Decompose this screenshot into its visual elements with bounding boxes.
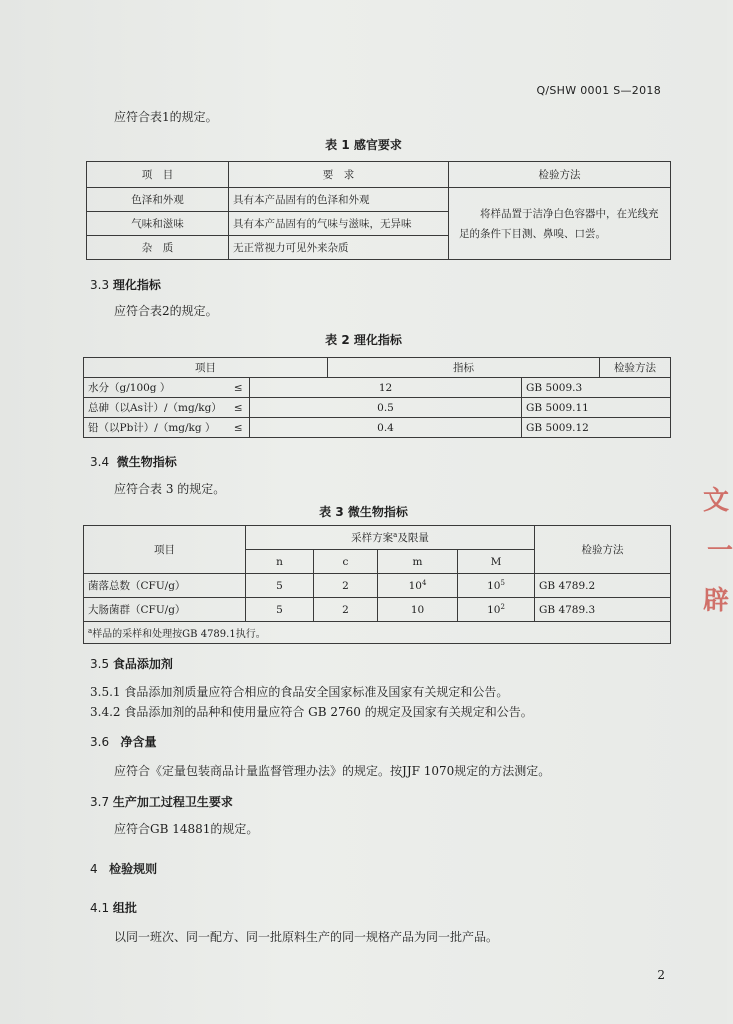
table1-header-method: 检验方法 [449, 162, 671, 188]
table2-header-method: 检验方法 [600, 358, 671, 378]
table3-row2-M-base: 10 [487, 603, 501, 616]
table3-row1-M [458, 574, 535, 598]
table3-subheader-n: n [246, 550, 314, 574]
table1-header-item: 项 目 [87, 162, 229, 188]
table2-row2-method: GB 5009.11 [522, 398, 671, 418]
table1-row3-requirement: 无正常视力可见外来杂质 [229, 236, 449, 260]
document-code: Q/SHW 0001 S—2018 [536, 84, 661, 97]
table3-header-plan-tail: 及限量 [397, 532, 429, 544]
section-3-3-title: 理化指标 [112, 278, 161, 292]
section-3-6-heading [90, 733, 157, 750]
table3-row2-M [458, 598, 535, 622]
table3-row [84, 574, 671, 598]
table3-row [84, 598, 671, 622]
section-3-5-2-text: 3.4.2 食品添加剂的品种和使用量应符合 GB 2760 的规定及国家有关规定和公告。 [90, 705, 533, 719]
table3-row1-method: GB 4789.2 [535, 574, 671, 598]
section-3-6-number: 3.6 [90, 735, 110, 749]
table2-row1-item: 水分（g/100g ） [84, 378, 228, 398]
table3-header-plan [246, 526, 535, 550]
table1-method-cell [449, 188, 671, 260]
table3-row2-m-base: 10 [410, 603, 425, 616]
section-3-5-1-text: 3.5.1 食品添加剂质量应符合相应的食品安全国家标准及国家有关规定和公告。 [90, 685, 509, 699]
section-3-3-heading [90, 276, 161, 293]
seal-char-1: 文 [703, 486, 730, 516]
table2-row3-value: 0.4 [250, 418, 522, 438]
table2-row3-item: 铅（以Pb计）/（mg/kg ） [84, 418, 228, 438]
table1-method-line2: 足的条件下目测、鼻嗅、口尝。 [459, 227, 606, 240]
table3-row1-c: 2 [314, 574, 378, 598]
table1-header-requirement: 要 求 [229, 162, 449, 188]
table2 [83, 357, 671, 378]
table3-caption: 表 3 微生物指标 [319, 505, 408, 519]
table2-row1-value: 12 [250, 378, 522, 398]
table2-row1-op: ≤ [228, 378, 250, 398]
table3-row1-m-base: 10 [408, 579, 422, 592]
section-4-1-title: 组批 [112, 901, 137, 915]
section-3-7-text: 应符合GB 14881的规定。 [114, 822, 259, 836]
table3-row1-n: 5 [246, 574, 314, 598]
table2-row3-op: ≤ [228, 418, 250, 438]
seal-char-3: 辟 [703, 586, 730, 616]
table3-row2-m [378, 598, 458, 622]
table2-row2-value: 0.5 [250, 398, 522, 418]
table3-header-method: 检验方法 [535, 526, 671, 574]
section-3-4-heading [90, 453, 177, 470]
section-3-3-text: 应符合表2的规定。 [114, 304, 218, 318]
table3-subheader-m: m [378, 550, 458, 574]
section-4-heading [90, 860, 157, 877]
table3-row2-item: 大肠菌群（CFU/g） [84, 598, 246, 622]
table3-row1-item: 菌落总数（CFU/g） [84, 574, 246, 598]
table2-row2-item: 总砷（以As计）/（mg/kg） [84, 398, 228, 418]
table2-body [83, 377, 671, 438]
table2-header-value: 指标 [328, 358, 600, 378]
section-4-title: 检验规则 [109, 862, 158, 876]
section-4-1-heading [90, 899, 137, 916]
intro-text: 应符合表1的规定。 [114, 110, 218, 124]
table3-footnote-text: 样品的采样和处理按GB 4789.1执行。 [92, 629, 266, 640]
section-4-number: 4 [90, 862, 98, 876]
table1-row2-item: 气味和滋味 [87, 212, 229, 236]
section-3-4-text: 应符合表 3 的规定。 [114, 482, 226, 496]
table3-header-plan-sup: a [393, 531, 398, 539]
section-3-5-title: 食品添加剂 [112, 657, 173, 671]
table1-row1-requirement: 具有本产品固有的色泽和外观 [229, 188, 449, 212]
section-3-4-number: 3.4 [90, 455, 110, 469]
table3-row2-method: GB 4789.3 [535, 598, 671, 622]
table3-subheader-c: c [314, 550, 378, 574]
section-3-7-title: 生产加工过程卫生要求 [112, 795, 233, 809]
official-seal [697, 470, 733, 660]
table2-row1-method: GB 5009.3 [522, 378, 671, 398]
section-3-5-heading [90, 655, 173, 672]
table3-row1-m-exp: 4 [421, 578, 427, 587]
section-3-7-heading [90, 793, 233, 810]
table2-row2-op: ≤ [228, 398, 250, 418]
section-3-6-title: 净含量 [120, 735, 157, 749]
section-3-3-number: 3.3 [90, 278, 110, 292]
table2-row3-method: GB 5009.12 [522, 418, 671, 438]
table1-row1-item: 色泽和外观 [87, 188, 229, 212]
table2-row [84, 418, 671, 438]
table3 [83, 525, 671, 644]
section-3-4-title: 微生物指标 [116, 455, 177, 469]
table2-caption: 表 2 理化指标 [325, 333, 402, 347]
table3-header-item: 项目 [84, 526, 246, 574]
table3-row2-n: 5 [246, 598, 314, 622]
section-4-1-number: 4.1 [90, 901, 110, 915]
table1 [86, 161, 671, 260]
table1-method-line1: 将样品置于洁净白色容器中，在光线充 [480, 207, 659, 220]
seal-char-2: 一 [707, 536, 733, 566]
table2-header-item: 项目 [84, 358, 328, 378]
page-number: 2 [657, 968, 665, 982]
table3-subheader-M: M [458, 550, 535, 574]
table3-footnote-sup: a [88, 627, 93, 635]
table1-caption: 表 1 感官要求 [325, 138, 402, 152]
table2-row [84, 378, 671, 398]
table3-row1-M-exp: 5 [500, 578, 505, 587]
table3-row2-c: 2 [314, 598, 378, 622]
section-3-7-number: 3.7 [90, 795, 110, 809]
section-3-6-text: 应符合《定量包装商品计量监督管理办法》的规定。按JJF 1070规定的方法测定。 [114, 764, 551, 778]
table3-row1-M-base: 10 [487, 579, 501, 592]
table2-row [84, 398, 671, 418]
table3-row2-M-exp: 2 [500, 602, 505, 611]
table3-header-plan-text: 采样方案 [351, 532, 394, 544]
table1-row3-item: 杂 质 [87, 236, 229, 260]
section-3-5-number: 3.5 [90, 657, 110, 671]
table3-footnote [84, 622, 671, 644]
table3-row1-m [378, 574, 458, 598]
table1-row2-requirement: 具有本产品固有的气味与滋味，无异味 [229, 212, 449, 236]
section-4-1-text: 以同一班次、同一配方、同一批原料生产的同一规格产品为同一批产品。 [114, 930, 499, 944]
